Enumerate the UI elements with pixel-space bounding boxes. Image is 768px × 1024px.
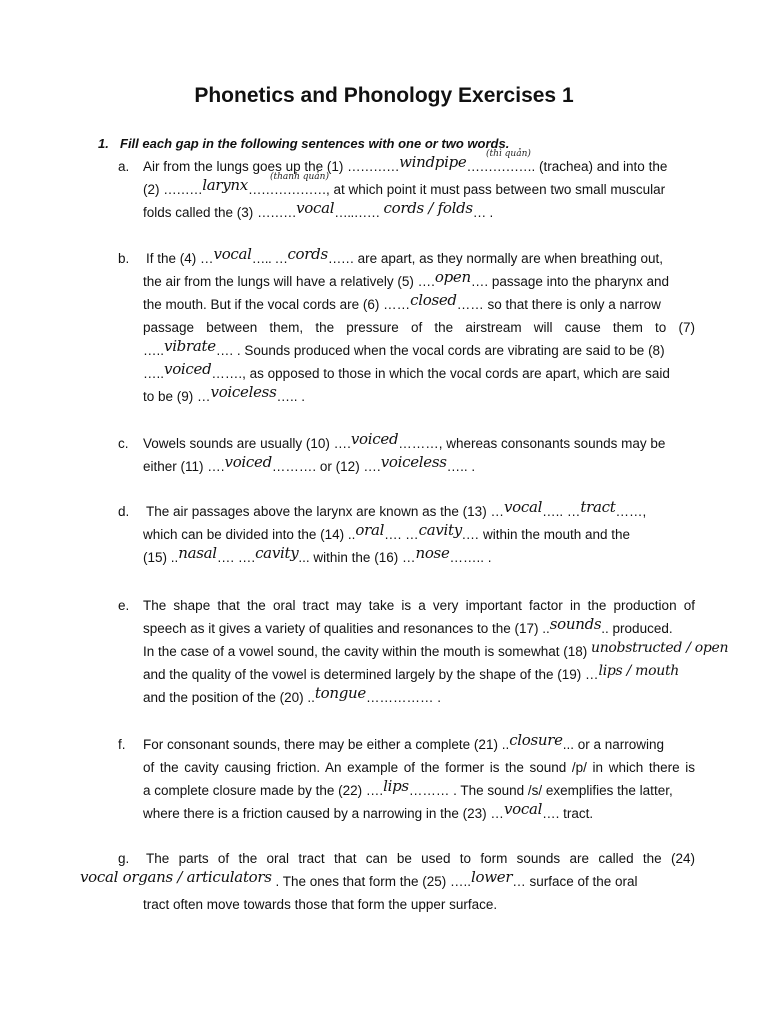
answer-13b[interactable]: tract xyxy=(580,498,616,516)
text-line xyxy=(143,546,695,569)
answer-5[interactable]: open xyxy=(434,268,471,286)
text: If the (4) … xyxy=(146,251,214,266)
instruction-text: Fill each gap in the following sentences with one or two words. xyxy=(120,136,510,151)
answer-7[interactable]: vibrate xyxy=(164,337,216,355)
answer-15[interactable]: nasal xyxy=(178,544,217,562)
text: where there is a friction caused by a narrowing in the (23) … xyxy=(143,806,504,821)
text: …. passage into the pharynx and xyxy=(470,274,669,289)
answer-8[interactable]: voiced xyxy=(164,360,212,378)
text: the air from the lungs will have a relatively (5) …. xyxy=(143,274,435,289)
text-line xyxy=(143,779,695,802)
gap-dots: ……………… xyxy=(247,182,326,197)
text: ….. . xyxy=(276,389,305,404)
text-line xyxy=(143,733,695,756)
text-line xyxy=(143,455,695,478)
section-letter: b. xyxy=(118,251,130,266)
answer-22[interactable]: lips xyxy=(383,777,409,795)
answer-20[interactable]: tongue xyxy=(314,684,366,702)
gap-dots: …..…… xyxy=(334,205,380,220)
gap-dots: …………… xyxy=(466,159,532,174)
gap-dots: ……… xyxy=(257,205,297,220)
text-line xyxy=(143,385,695,408)
answer-18[interactable]: unobstructed / open xyxy=(590,640,729,656)
text: are apart, as they normally are when breathing out, xyxy=(353,251,664,266)
text-line xyxy=(143,802,695,825)
text-line: tract often move towards those that form the upper surface. xyxy=(143,897,498,912)
answer-25[interactable]: lower xyxy=(471,868,513,886)
text: , at which point it must pass between two small muscular xyxy=(325,182,666,197)
answer-9[interactable]: voiceless xyxy=(210,383,277,401)
text: and the quality of the vowel is determined largely by the shape of the (19) … xyxy=(143,667,599,682)
text: The air passages above the larynx are known as the (13) … xyxy=(146,504,504,519)
text: ….. . xyxy=(446,459,476,474)
text: …………… . xyxy=(365,690,441,705)
gap-dots: …… xyxy=(327,251,354,266)
text: the mouth. But if the vocal cords are (6) …… xyxy=(143,297,411,312)
text: …… so that there is only a narrow xyxy=(456,297,661,312)
section-letter: g. xyxy=(118,851,130,866)
text: ... or a narrowing xyxy=(562,737,665,752)
text: a complete closure made by the (22) …. xyxy=(143,783,384,798)
text: … surface of the oral xyxy=(512,874,638,889)
gap-dots: ….. … xyxy=(251,251,288,266)
annotation-note: (thì quản) xyxy=(486,149,531,159)
text-line xyxy=(143,339,695,362)
answer-23[interactable]: vocal xyxy=(503,800,543,818)
text: ….. xyxy=(143,366,165,381)
text: (15) .. xyxy=(143,550,179,565)
text: either (11) …. xyxy=(143,459,225,474)
answer-3b[interactable]: cords / folds xyxy=(383,199,473,217)
text: folds called the (3) xyxy=(143,205,258,220)
text: ... within the (16) … xyxy=(298,550,416,565)
text: . (trachea) and into the xyxy=(531,159,668,174)
exercise-instruction xyxy=(98,136,509,151)
text: …. tract. xyxy=(542,806,594,821)
answer-11[interactable]: voiced xyxy=(224,453,272,471)
text: ………, whereas consonants sounds may be xyxy=(398,436,666,451)
text: ……… . The sound /s/ exemplifies the latter, xyxy=(408,783,673,798)
text: …….. . xyxy=(449,550,492,565)
answer-14[interactable]: oral xyxy=(355,521,385,539)
text: In the case of a vowel sound, the cavity within the mouth is somewhat (18) xyxy=(143,644,591,659)
text-line xyxy=(80,870,695,893)
text: and the position of the (20) .. xyxy=(143,690,315,705)
text: . The ones that form the (25) ….. xyxy=(271,874,472,889)
answer-15b[interactable]: cavity xyxy=(255,544,299,562)
text: Vowels sounds are usually (10) …. xyxy=(143,436,351,451)
text: ………. or (12) …. xyxy=(271,459,381,474)
gap-dots: … xyxy=(472,205,486,220)
text: to be (9) … xyxy=(143,389,211,404)
text-line xyxy=(143,686,695,709)
text-line: passage between them, the pressure of the airstream will cause them to (7) xyxy=(143,320,695,335)
text-line: The parts of the oral tract that can be used to form sounds are called the (24) xyxy=(146,851,695,866)
text: ……., as opposed to those in which the vocal cords are apart, which are said xyxy=(211,366,670,381)
answer-16[interactable]: nose xyxy=(415,544,450,562)
section-letter: f. xyxy=(118,737,126,752)
section-letter: a. xyxy=(118,159,130,174)
answer-21[interactable]: closure xyxy=(509,731,563,749)
answer-13[interactable]: vocal xyxy=(503,498,543,516)
answer-24[interactable]: vocal organs / articulators xyxy=(80,868,272,886)
text: ….. xyxy=(143,343,165,358)
text-line xyxy=(143,201,695,224)
gap-dots: ………… xyxy=(347,159,400,174)
answer-3[interactable]: vocal xyxy=(296,199,335,217)
text: .… within the mouth and the xyxy=(461,527,631,542)
annotation-note: (thanh quản) xyxy=(270,172,329,182)
page-title: Phonetics and Phonology Exercises 1 xyxy=(194,84,574,107)
text-line xyxy=(143,293,695,316)
text: speech as it gives a variety of qualities and resonances to the (17) .. xyxy=(143,621,550,636)
text: .. produced. xyxy=(601,621,673,636)
gap-dots: ……… xyxy=(163,182,203,197)
text: ……, xyxy=(615,504,647,519)
text: …. . Sounds produced when the vocal cords are vibrating are said to be (8) xyxy=(215,343,665,358)
answer-10[interactable]: voiced xyxy=(350,430,399,448)
answer-19[interactable]: lips / mouth xyxy=(598,663,679,679)
section-letter: c. xyxy=(118,436,129,451)
answer-4[interactable]: vocal xyxy=(213,245,252,263)
text: …. …. xyxy=(216,550,256,565)
answer-14b[interactable]: cavity xyxy=(418,521,462,539)
section-letter: e. xyxy=(118,598,130,613)
text: which can be divided into the (14) .. xyxy=(143,527,356,542)
text: ….. … xyxy=(542,504,581,519)
answer-17[interactable]: sounds xyxy=(549,615,602,633)
text: …. … xyxy=(384,527,419,542)
answer-6[interactable]: closed xyxy=(410,291,457,309)
text-line xyxy=(143,663,743,687)
text: For consonant sounds, there may be either a complete (21) .. xyxy=(143,737,510,752)
answer-2[interactable]: larynx xyxy=(202,176,248,194)
answer-4b[interactable]: cords xyxy=(287,245,328,263)
text-line: The shape that the oral tract may take is a very important factor in the production of xyxy=(143,598,695,613)
text-line: of the cavity causing friction. An example of the former is the sound /p/ in which there is xyxy=(143,760,695,775)
text-line xyxy=(146,247,698,270)
section-letter: d. xyxy=(118,504,130,519)
exercise-number: 1. xyxy=(98,136,109,151)
text: . xyxy=(485,205,494,220)
text: Air from the lungs goes up the (1) xyxy=(143,159,348,174)
answer-1[interactable]: windpipe xyxy=(399,153,467,171)
text: (2) xyxy=(143,182,164,197)
answer-12[interactable]: voiceless xyxy=(380,453,447,471)
